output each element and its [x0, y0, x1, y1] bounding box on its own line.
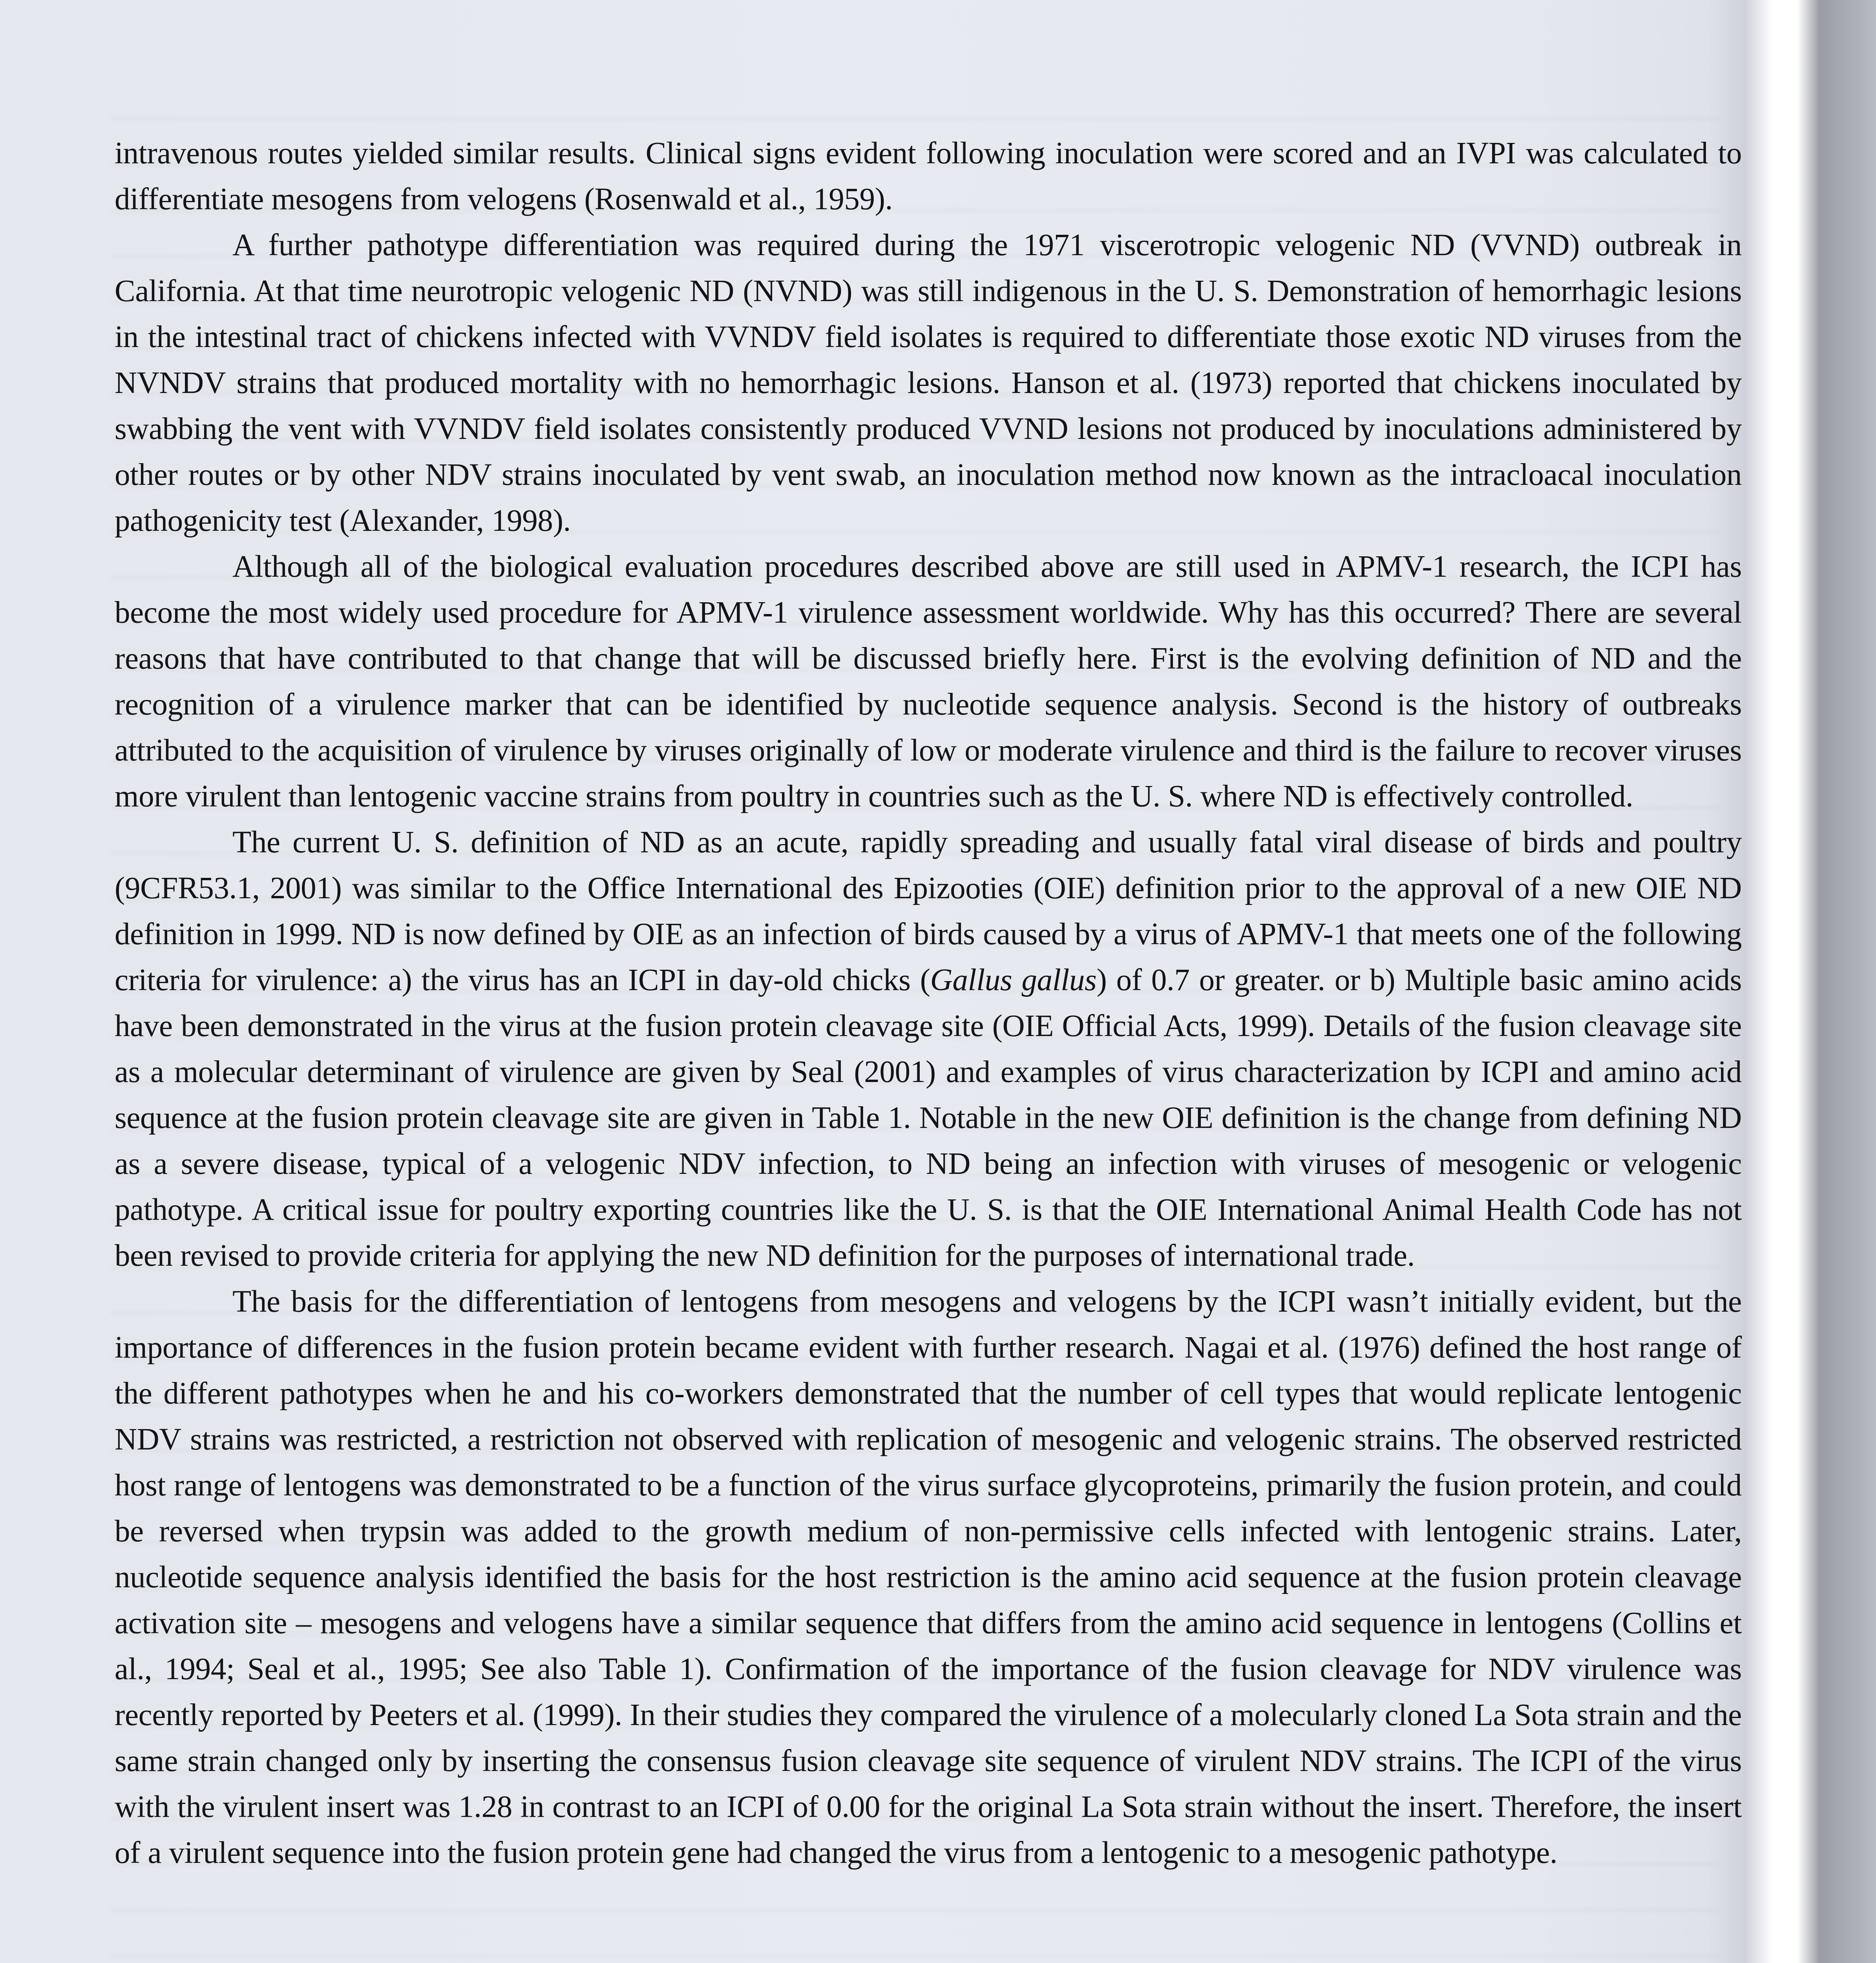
paragraph-fusion-protein-basis: The basis for the differentiation of lentogens from mesogens and velogens by the ICPI wasn’t initially evident, but the importance of differences in the fusion protein became evident with further research. Nagai et al. (1976) defined the host range of the different pathotypes when he and his co-workers demonstrated that the number of cell types that would replicate lentogenic NDV strains was restricted, a restriction not observed with replication of mesogenic and velogenic strains. The observed restricted host range of lentogens was demonstrated to be a function of the virus surface glycoproteins, primarily the fusion protein, and could be reversed when trypsin was added to the growth medium of non-permissive cells infected with lentogenic strains. Later, nucleotide sequence analysis identified the basis for the host restriction is the amino acid sequence at the fusion protein cleavage activation site – mesogens and velogens have a similar sequence that differs from the amino acid sequence in lentogens (Collins et al., 1994; Seal et al., 1995; See also Table 1). Confirmation of the importance of the fusion cleavage for NDV virulence was recently reported by Peeters et al. (1999). In their studies they compared the virulence of a molecularly cloned La Sota strain and the same strain changed only by inserting the consensus fusion cleavage site sequence of virulent NDV strains. The ICPI of the virus with the virulent insert was 1.28 in contrast to an ICPI of 0.00 for the original La Sota strain without the insert. Therefore, the insert of a virulent sequence into the fusion protein gene had changed the virus from a lentogenic to a mesogenic pathotype.: [115, 1285, 1742, 1870]
species-name-italic: Gallus gallus: [930, 963, 1097, 997]
paragraph-icpi-widely-used: Although all of the biological evaluation procedures described above are still used in APMV-1 research, the ICPI has become the most widely used procedure for APMV-1 virulence assessment worldwide. Why has this occurred? There are several reasons that have contributed to that change that will be discussed briefly here. First is the evolving definition of ND and the recognition of a virulence marker that can be identified by nucleotide sequence analysis. Second is the history of outbreaks attributed to the acquisition of virulence by viruses originally of low or moderate virulence and third is the failure to recover viruses more virulent than lentogenic vaccine strains from poultry in countries such as the U. S. where ND is effectively controlled.: [115, 550, 1742, 813]
nd-definition-text-end: ) of 0.7 or greater. or b) Multiple basic amino acids have been demonstrated in the virus at the fusion protein cleavage site (OIE Official Acts, 1999). Details of the fusion cleavage site as a molecular determinant of virulence are given by Seal (2001) and examples of virus characterization by ICPI and amino acid sequence at the fusion protein cleavage site are given in Table 1. Notable in the new OIE definition is the change from defining ND as a severe disease, typical of a velogenic NDV infection, to ND being an infection with viruses of mesogenic or velogenic pathotype. A critical issue for poultry exporting countries like the U. S. is that the OIE International Animal Health Code has not been revised to provide criteria for applying the new ND definition for the purposes of international trade.: [115, 963, 1742, 1273]
paragraph-vvnd-differentiation: A further pathotype differentiation was required during the 1971 viscerotropic velogenic ND (VVND) outbreak in California. At that time neurotropic velogenic ND (NVND) was still indigenous in the U. S. Demonstration of hemorrhagic lesions in the intestinal tract of chickens infected with VVNDV field isolates is required to differentiate those exotic ND viruses from the NVNDV strains that produced mortality with no hemorrhagic lesions. Hanson et al. (1973) reported that chickens inoculated by swabbing the vent with VVNDV field isolates consistently produced VVND lesions not produced by inoculations administered by other routes or by other NDV strains inoculated by vent swab, an inoculation method now known as the intracloacal inoculation pathogenicity test (Alexander, 1998).: [115, 228, 1742, 538]
body-text: [115, 130, 1742, 1876]
paragraph-ivpi-results: intravenous routes yielded similar results. Clinical signs evident following inoculation were scored and an IVPI was calculated to differentiate mesogens from velogens (Rosenwald et al., 1959).: [115, 136, 1742, 216]
nd-definition-text-start: The current U. S. definition of ND as an acute, rapidly spreading and usually fatal viral disease of birds and poultry (9CFR53.1, 2001) was similar to the Office International des Epizooties (OIE) definition prior to the approval of a new OIE ND definition in 1999. ND is now defined by OIE as an infection of birds caused by a virus of APMV-1 that meets one of the following criteria for virulence: a) the virus has an ICPI in day-old chicks (: [115, 825, 1742, 997]
paragraph-nd-definition: [115, 819, 1742, 1279]
